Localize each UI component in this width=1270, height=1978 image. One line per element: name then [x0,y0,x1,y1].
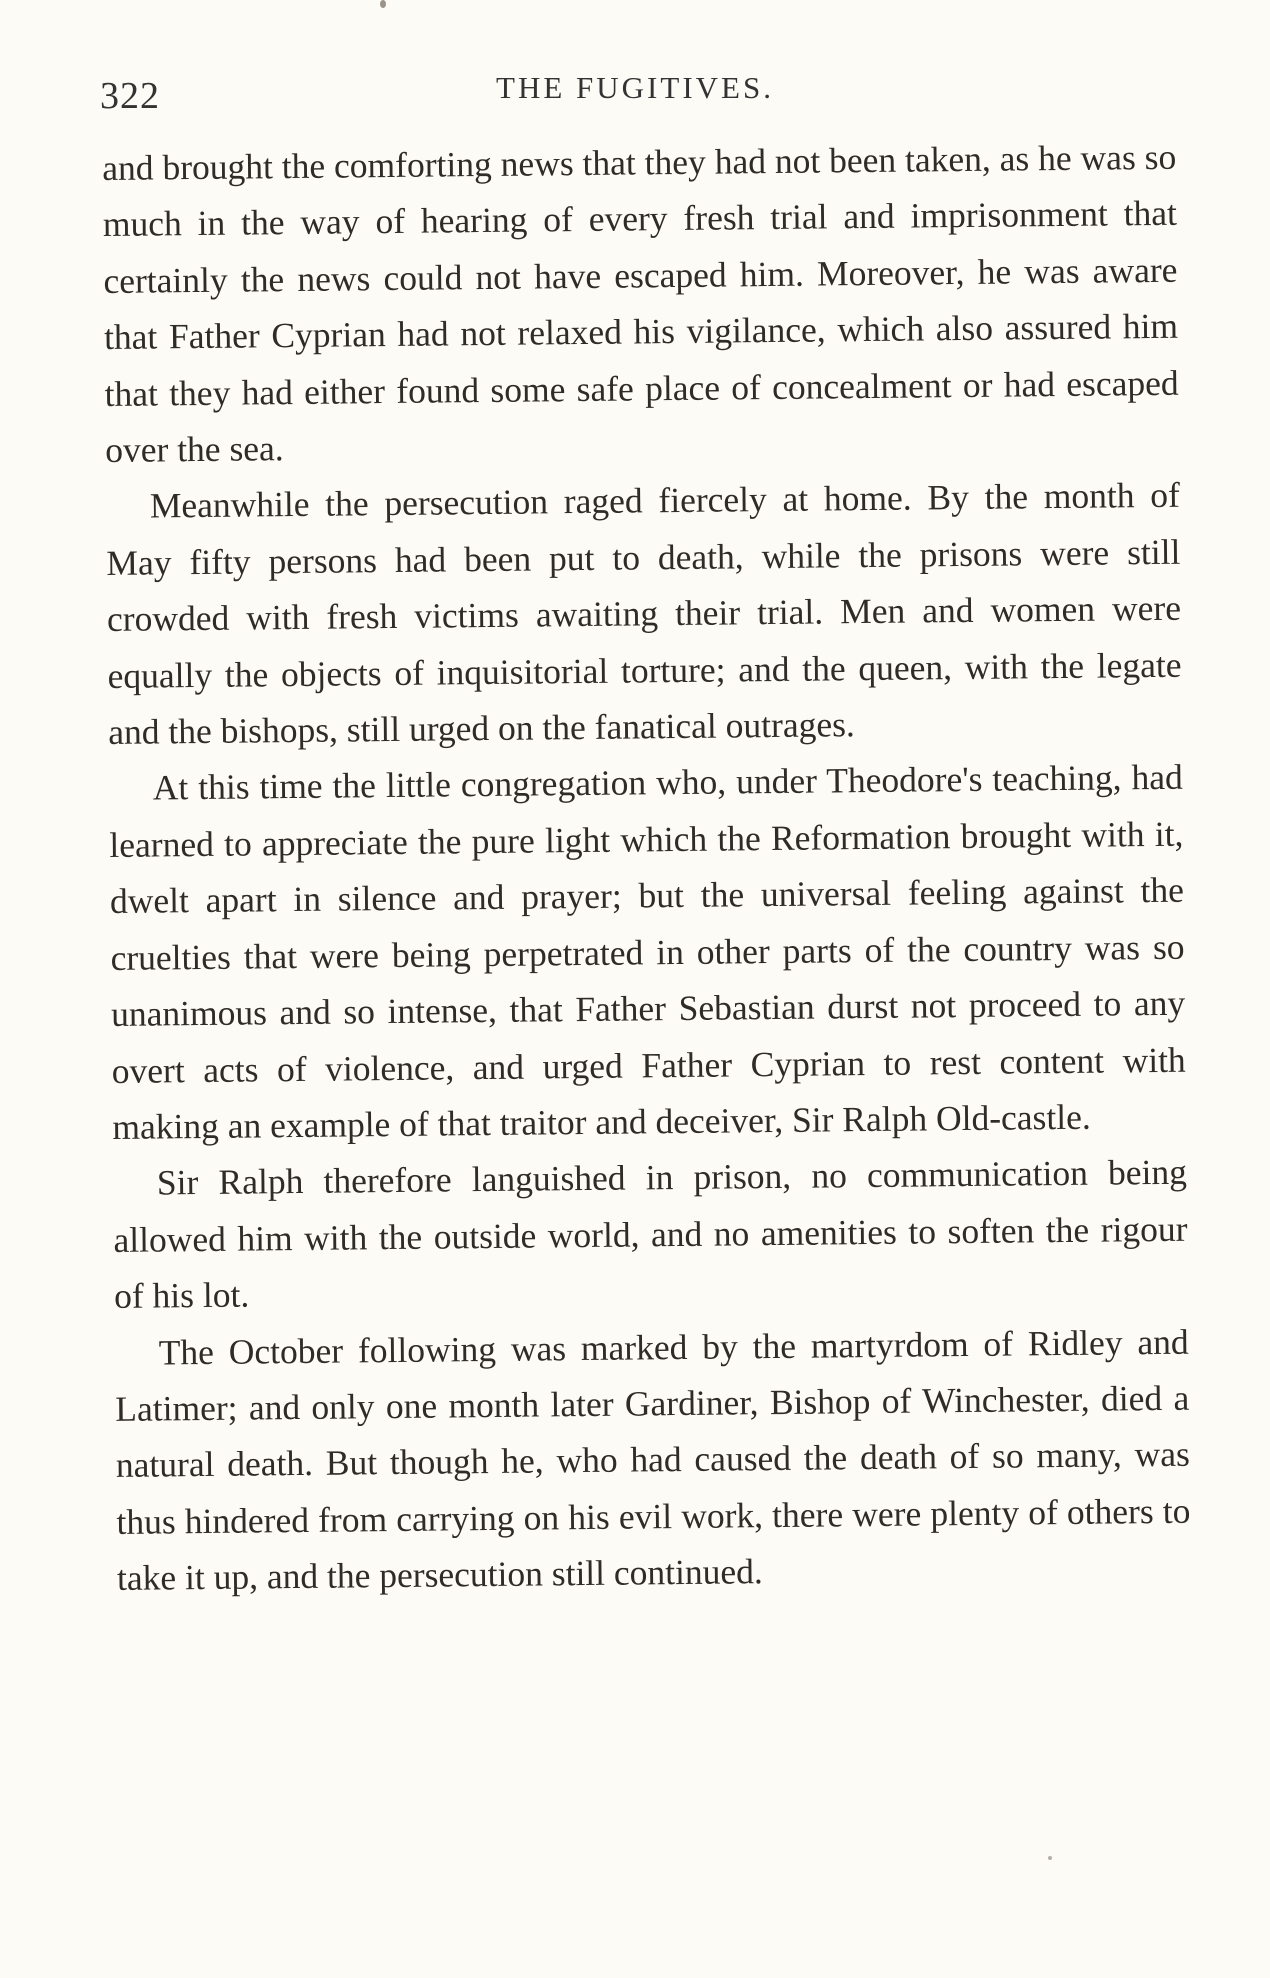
paragraph-2: Meanwhile the persecution raged fiercely at home. By the month of May fifty persons had been put to death, while the prisons were still crowded with fresh victims awaiting their trial. Men and women were equally the objects of inquisitorial torture; and the queen, with the legate and the bishops, still urged on the fanatical outrages. [106,475,1182,753]
page-header [100,58,1170,118]
ink-dot [1048,1856,1052,1860]
running-title: THE FUGITIVES. [496,70,774,105]
ink-speck [380,0,386,8]
paragraph-5: The October following was marked by the martyrdom of Ridley and Latimer; and only one month later Gardiner, Bishop of Winchester, died a natural death. But though he, who had caused the death of so many, was thus hindered from carrying on his evil work, there were plenty of others to take it up, and the persecution still continued. [115,1321,1191,1599]
page-number: 322 [100,75,160,117]
paragraph-3: At this time the little congregation who, under Theodore's teaching, had learned to appreciate the pure light which the Reformation brought with it, dwelt apart in silence and prayer; but the universal feeling against the cruelties that were being perpetrated in other parts of the country was so unanimous and so intense, that Father Sebastian durst not proceed to any overt acts of violence, and urged Father Cyprian to rest content with making an example of that traitor and deceiver, Sir Ralph Old-castle. [109,757,1186,1147]
paragraph-1: and brought the comforting news that they had not been taken, as he was so much in the way of hearing of every fresh trial and imprisonment that certainly the news could not have escaped him. Moreover, he was aware that Father Cyprian had not relaxed his vigilance, which also assured him that they had either found some safe place of concealment or had escaped over the sea. [102,136,1179,471]
body-text [102,129,1191,1607]
paragraph-4: Sir Ralph therefore languished in prison, no communication being allowed him with the outside world, and no amenities to soften the rigour of his lot. [113,1152,1188,1317]
